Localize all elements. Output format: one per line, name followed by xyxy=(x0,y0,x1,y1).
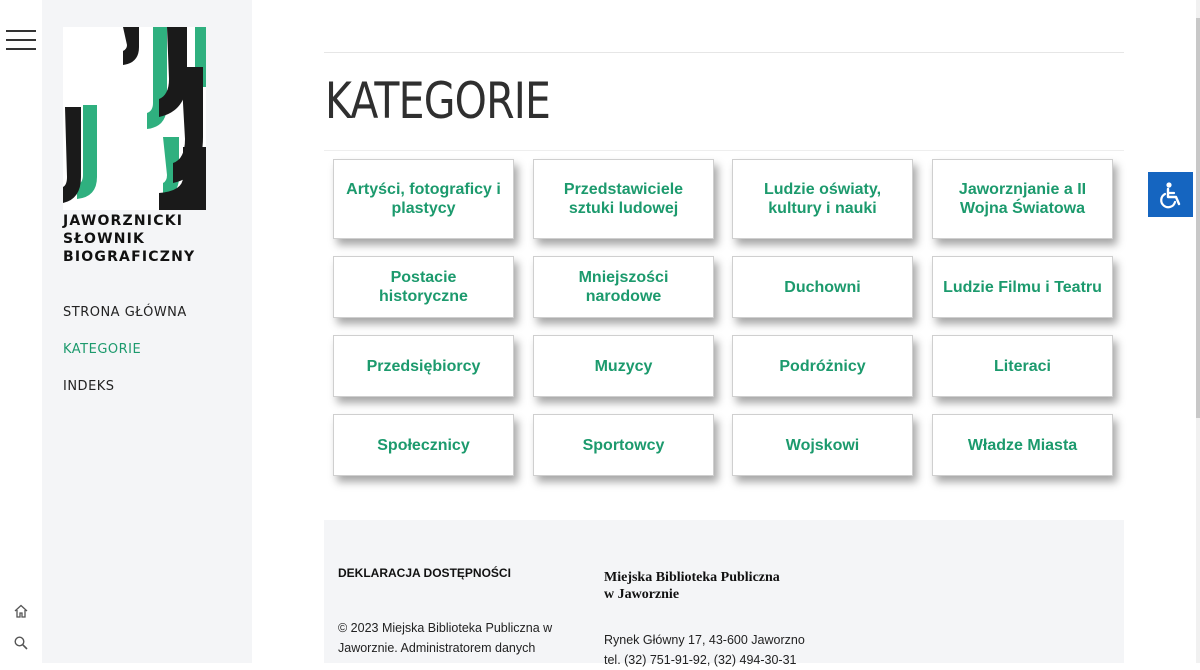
copyright-text: © 2023 Miejska Biblioteka Publiczna w Jaworznie. Administratorem danych xyxy=(338,621,553,655)
category-grid xyxy=(333,159,1116,477)
category-label: Sportowcy xyxy=(582,436,665,454)
category-card[interactable] xyxy=(732,256,913,318)
site-title[interactable]: JAWORZNICKI SŁOWNIK BIOGRAFICZNY xyxy=(63,213,196,265)
hamburger-menu-icon[interactable] xyxy=(6,30,36,52)
category-card[interactable] xyxy=(533,256,714,318)
category-card[interactable] xyxy=(533,159,714,239)
category-label: Podróżnicy xyxy=(779,357,866,375)
category-label: Wojskowi xyxy=(785,436,860,454)
category-card[interactable] xyxy=(533,414,714,476)
page-title: KATEGORIE xyxy=(325,72,551,130)
category-label: Duchowni xyxy=(784,278,861,296)
accessibility-declaration-link[interactable]: DEKLARACJA DOSTĘPNOŚCI xyxy=(338,566,511,580)
category-card[interactable] xyxy=(932,414,1113,476)
category-card[interactable] xyxy=(932,256,1113,318)
wheelchair-icon xyxy=(1156,180,1186,210)
category-card[interactable] xyxy=(333,414,514,476)
library-address: Rynek Główny 17, 43-600 Jaworzno tel. (32) 751-91-92, (32) 494-30-31 xyxy=(604,633,805,667)
category-label: Literaci xyxy=(994,357,1051,375)
category-card[interactable] xyxy=(932,335,1113,397)
icon-rail xyxy=(0,0,43,663)
category-label: Postacie historyczne xyxy=(379,269,468,305)
category-label: Muzycy xyxy=(594,357,653,375)
category-card[interactable] xyxy=(732,159,913,239)
main-nav xyxy=(63,304,187,415)
category-card[interactable] xyxy=(333,335,514,397)
category-label: Ludzie Filmu i Teatru xyxy=(943,278,1102,296)
category-card[interactable] xyxy=(732,414,913,476)
home-icon[interactable] xyxy=(13,603,29,619)
category-card[interactable] xyxy=(932,159,1113,239)
nav-indeks[interactable]: INDEKS xyxy=(63,379,115,394)
library-name: Miejska Biblioteka Publiczna w Jaworznie xyxy=(604,570,780,602)
category-label: Mniejszości narodowe xyxy=(578,269,669,305)
search-icon[interactable] xyxy=(13,635,29,651)
category-label: Ludzie oświaty, kultury i nauki xyxy=(763,181,882,217)
sidebar xyxy=(42,0,252,663)
category-label: Artyści, fotograficy i plastycy xyxy=(346,181,501,217)
footer xyxy=(324,520,1124,667)
category-card[interactable] xyxy=(333,159,514,239)
scrollbar-thumb[interactable] xyxy=(1196,18,1200,418)
divider xyxy=(324,52,1124,53)
nav-strona-glowna[interactable]: STRONA GŁÓWNA xyxy=(63,305,187,320)
category-label: Przedstawiciele sztuki ludowej xyxy=(563,181,684,217)
category-card[interactable] xyxy=(732,335,913,397)
category-card[interactable] xyxy=(333,256,514,318)
accessibility-button[interactable] xyxy=(1148,172,1193,217)
category-card[interactable] xyxy=(533,335,714,397)
category-label: Jaworznjanie a II Wojna Światowa xyxy=(958,181,1087,217)
category-label: Władze Miasta xyxy=(967,436,1078,454)
category-label: Społecznicy xyxy=(377,436,470,454)
site-logo[interactable] xyxy=(63,27,206,210)
category-label: Przedsiębiorcy xyxy=(366,357,481,375)
nav-kategorie[interactable]: KATEGORIE xyxy=(63,342,142,357)
divider xyxy=(324,150,1124,151)
